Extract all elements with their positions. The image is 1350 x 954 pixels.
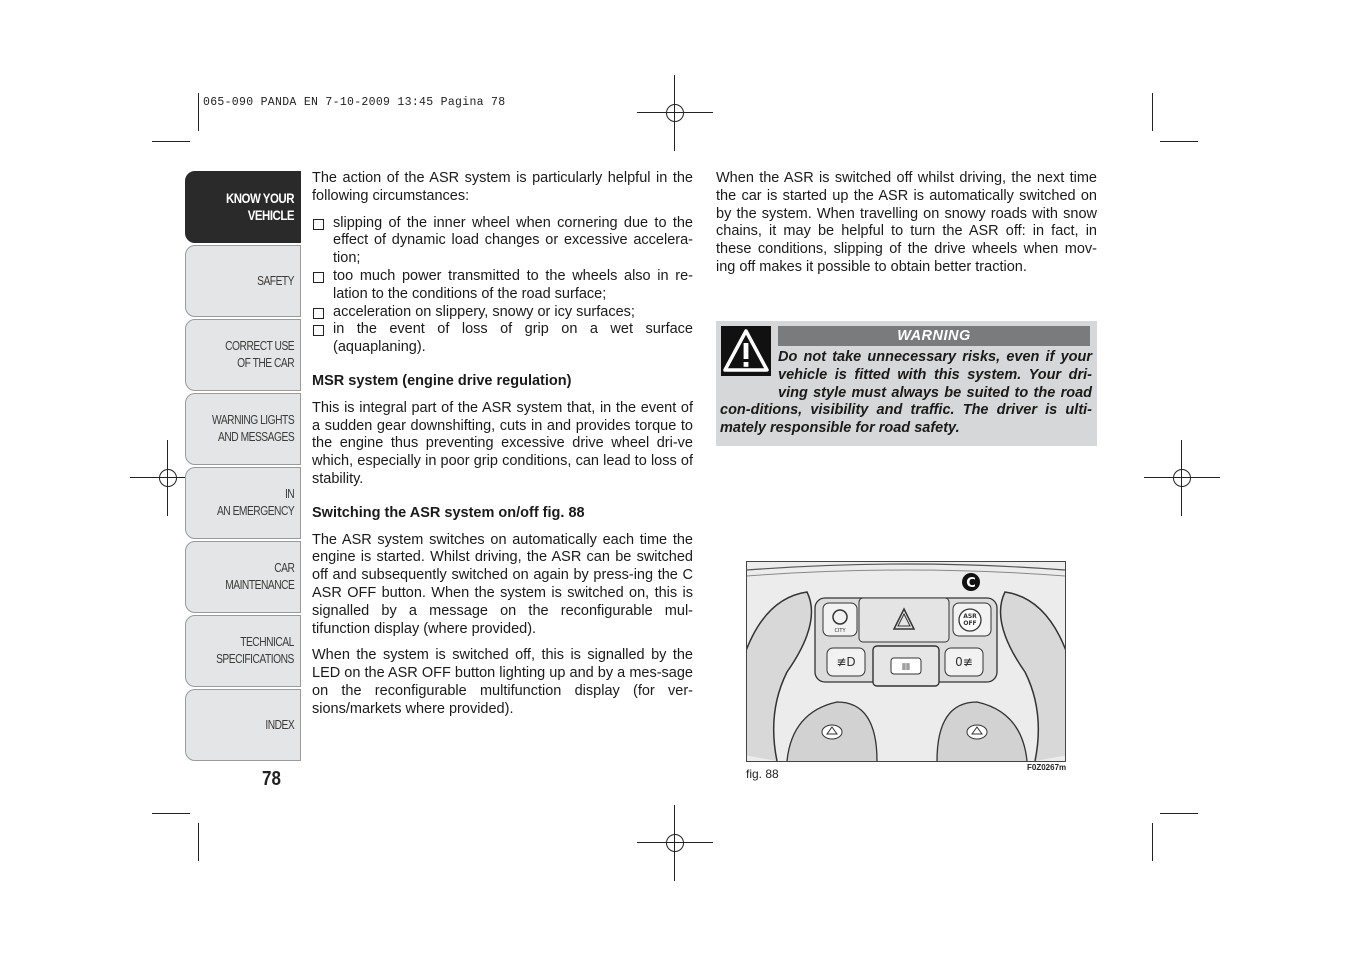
crop-mark xyxy=(198,823,199,861)
registration-mark xyxy=(637,75,713,151)
svg-text:≢D: ≢D xyxy=(836,655,856,669)
tab-maintenance[interactable]: CAR MAINTENANCE xyxy=(185,541,301,613)
list-item: too much power transmitted to the wheels also in re-lation to the conditions of the road surface; xyxy=(312,268,693,304)
checkbox-bullet-icon xyxy=(313,219,324,230)
list-item: in the event of loss of grip on a wet surface (aquaplaning). xyxy=(312,321,693,357)
intro-paragraph: The action of the ASR system is particularly helpful in the following circumstances: xyxy=(312,170,693,204)
switch-paragraph-2: When the system is switched off, this is signalled by the LED on the ASR OFF button lighting up and by a mes-sage on the reconfigurable multifunction display (for ver-sions/markets where provided). xyxy=(312,647,693,717)
tab-emergency[interactable]: IN AN EMERGENCY xyxy=(185,467,301,539)
asr-off-paragraph: When the ASR is switched off whilst driving, the next time the car is started up the ASR is automatically switched on by the system. When travelling on snowy roads with snow chains, it may be helpful to turn the ASR off: in fact, in these conditions, slipping of the drive wheels when mov-ing off makes it possible to obtain better traction. xyxy=(716,170,1097,275)
crop-mark xyxy=(1160,141,1198,142)
tab-warning-lights[interactable]: WARNING LIGHTS AND MESSAGES xyxy=(185,393,301,465)
tab-correct-use[interactable]: CORRECT USE OF THE CAR xyxy=(185,319,301,391)
callout-c-label: C xyxy=(966,576,976,591)
list-item: slipping of the inner wheel when cornering due to the effect of dynamic load changes or excessive accelera-tion; xyxy=(312,215,693,268)
left-column xyxy=(312,170,693,728)
crop-mark xyxy=(152,141,190,142)
heading-msr: MSR system (engine drive regulation) xyxy=(312,372,572,389)
figure-code: F0Z0267m xyxy=(1027,763,1067,772)
warning-text: Do not take unnecessary risks, even if your vehicle is fitted with this system. Your dri-ving style must always be suited to the road con-ditions, visibility and traffic. The driver is ulti-mately responsible for road safety. xyxy=(720,349,1092,437)
crop-mark xyxy=(1152,93,1153,131)
msr-paragraph: This is integral part of the ASR system that, in the event of a sudden gear downshifting, cuts in and provides torque to the engine thus preventing excessive drive wheel dri-ve which, especially in poor grip conditions, can lead to loss of stability. xyxy=(312,399,693,487)
city-button-label: CITY xyxy=(834,628,846,634)
svg-text:0≢: 0≢ xyxy=(955,655,973,669)
right-column xyxy=(716,170,1097,286)
asr-button-label-2: OFF xyxy=(963,620,977,627)
dashboard-figure xyxy=(746,561,1066,762)
checkbox-bullet-icon xyxy=(313,308,324,319)
warning-title: WARNING xyxy=(778,326,1090,346)
switch-paragraph-1: The ASR system switches on automatically each time the engine is started. Whilst driving, the ASR can be switched off and subsequently switched on again by press-ing the C ASR OFF button. When the system is switched on, this is signalled by a message on the reconfigurable mul-tifunction display (where provided). xyxy=(312,531,693,637)
checkbox-bullet-icon xyxy=(313,325,324,336)
tab-know-your-vehicle[interactable]: KNOW YOUR VEHICLE xyxy=(185,171,301,243)
checkbox-bullet-icon xyxy=(313,272,324,283)
crop-mark xyxy=(1152,823,1153,861)
registration-mark xyxy=(637,805,713,881)
print-slug: 065-090 PANDA EN 7-10-2009 13:45 Pagina 78 xyxy=(203,96,506,109)
crop-mark xyxy=(1160,813,1198,814)
tab-index[interactable]: INDEX xyxy=(185,689,301,761)
circumstances-list xyxy=(312,215,693,357)
svg-text:⦀⦀: ⦀⦀ xyxy=(902,663,910,673)
registration-mark xyxy=(1144,440,1220,516)
heading-switching-asr: Switching the ASR system on/off fig. 88 xyxy=(312,504,585,521)
asr-button-label-1: ASR xyxy=(963,613,977,620)
tab-safety[interactable]: SAFETY xyxy=(185,245,301,317)
list-item: acceleration on slippery, snowy or icy surfaces; xyxy=(312,304,693,322)
crop-mark xyxy=(198,93,199,131)
page-number: 78 xyxy=(262,768,281,790)
section-tabs xyxy=(185,171,301,763)
warning-box xyxy=(716,321,1097,446)
figure-caption: fig. 88 xyxy=(746,767,779,781)
crop-mark xyxy=(152,813,190,814)
tab-technical-specifications[interactable]: TECHNICAL SPECIFICATIONS xyxy=(185,615,301,687)
